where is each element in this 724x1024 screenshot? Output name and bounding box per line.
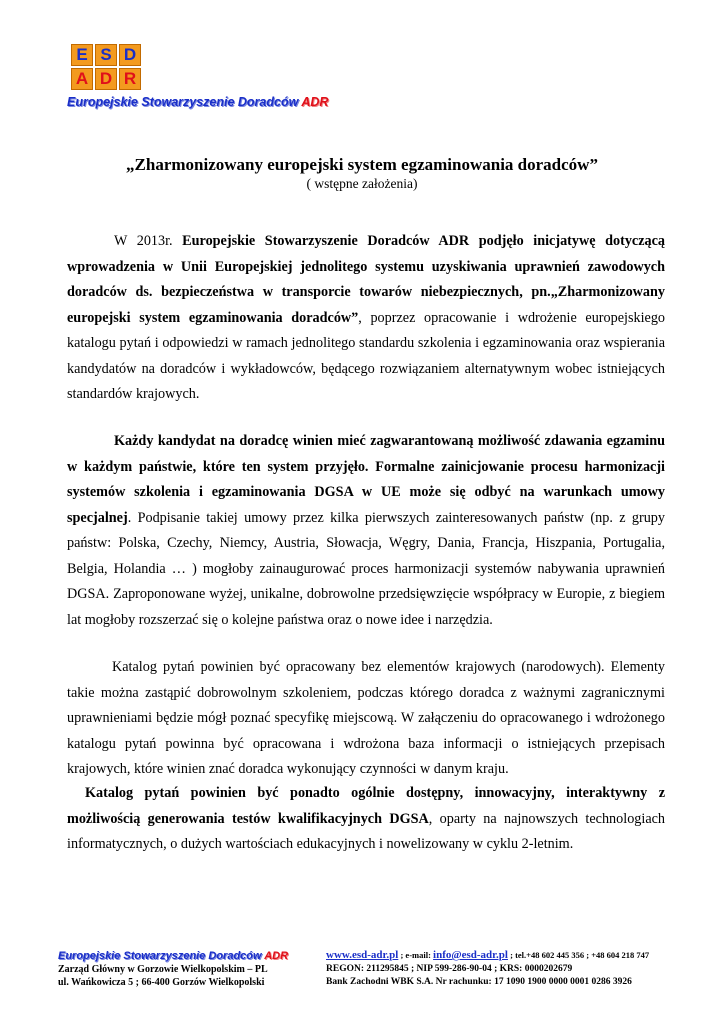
footer-bank-line: Bank Zachodni WBK S.A. Nr rachunku: 17 1090 1900 0000 0001 0286 3926: [326, 977, 632, 987]
paragraph-2: [67, 429, 665, 633]
esd-adr-logo: [70, 43, 142, 89]
p2-rest: . Podpisanie takiej umowy przez kilka pierwszych zainteresowanych państw (np. z grupy państw: Polska, Czechy, Niemcy, Austria, Słowacja, Węgry, Dania, Francja, Hiszpania, Portugalia, Belgia, Holandia … ) mogłoby zainaugurować proces harmonizacji systemów nabywania uprawnień DGSA. Zaproponowane wyżej, unikalne, dobrowolne przedsięwzięcie współpracy w Europie, z biegiem lat mogłoby rozszerzać się o kolejne państwa oraz o nowe idee i narzędzia.: [67, 509, 665, 628]
header-org-suffix: ADR: [301, 95, 329, 109]
logo-letter: D: [119, 44, 141, 66]
document-title: „Zharmonizowany europejski system egzaminowania doradców”: [126, 155, 598, 174]
email-label: ; e-mail:: [398, 950, 434, 960]
footer-org-text: Europejskie Stowarzyszenie Doradców: [58, 950, 262, 962]
paragraph-1: [67, 229, 665, 408]
logo-letter: S: [95, 44, 117, 66]
footer-address-block: [58, 950, 288, 989]
paragraph-4: [67, 781, 665, 858]
footer-org-suffix: ADR: [264, 950, 289, 962]
logo-row-adr: [70, 67, 142, 91]
footer-registry-line: REGON: 211295845 ; NIP 599-286-90-04 ; KRS: 0000202679: [326, 964, 573, 974]
p1-intro: W 2013r.: [114, 233, 183, 249]
logo-letter: R: [119, 68, 141, 90]
logo-row-esd: [70, 43, 142, 67]
website-link[interactable]: www.esd-adr.pl: [326, 949, 399, 961]
p4-bold: Katalog pytań powinien być ponadto ogólnie dostępny, innowacyjny, interaktywny z możliwością generowania testów kwalifikacyjnych DGSA: [67, 785, 665, 827]
logo-letter: A: [71, 68, 93, 90]
footer-org-name: [58, 950, 288, 963]
p1-rest: , poprzez opracowanie i wdrożenie europejskiego katalogu pytań i odpowiedzi w ramach jednolitego standardu szkolenia i egzaminowania oraz wspierania kandydatów na doradców i wykładowców, będącego rozwiązaniem alternatywnym wobec istniejących standardów krajowych.: [67, 309, 666, 402]
email-link[interactable]: info@esd-adr.pl: [433, 949, 508, 961]
header-org-name: [67, 95, 328, 109]
p2-bold: Każdy kandydat na doradcę winien mieć zagwarantowaną możliwość zdawania egzaminu w każdym państwie, które ten system przyjęło. Formalne zainicjowanie procesu harmonizacji systemów szkolenia i egzaminowania DGSA w UE może się odbyć na warunkach umowy specjalnej: [67, 433, 665, 526]
p1-bold: Europejskie Stowarzyszenie Doradców ADR podjęło inicjatywę dotyczącą wprowadzenia w Unii Europejskiej jednolitego systemu uzyskiwania uprawnień zawodowych doradców ds. bezpieczeństwa w transporcie towarów niebezpiecznych, pn.„Zharmonizowany europejski system egzaminowania doradców”: [67, 233, 665, 326]
footer-contact-block: [326, 949, 649, 989]
logo-letter: D: [95, 68, 117, 90]
footer-address-line-2: ul. Wańkowicza 5 ; 66-400 Gorzów Wielkopolski: [58, 977, 265, 988]
footer-contact-line: [326, 949, 649, 963]
p3-text: Katalog pytań powinien być opracowany bez elementów krajowych (narodowych). Elementy takie można zastąpić dobrowolnym szkoleniem, podczas którego doradca z ważnymi zagranicznymi uprawnieniami będzie mógł poznać specyfikę miejscową. W załączeniu do opracowanego i wdrożonego katalogu pytań powinna być opracowana i wdrożona baza informacji o istniejących przepisach krajowych, które winien znać doradca wykonujący czynności w danym kraju.: [67, 659, 665, 777]
document-subtitle: ( wstępne założenia): [306, 176, 418, 191]
header-org-text: Europejskie Stowarzyszenie Doradców: [67, 95, 299, 109]
p4-rest: , oparty na najnowszych technologiach informatycznych, o dużych wartościach edukacyjnych i nowelizowany w cyklu 2-letnim.: [67, 810, 666, 852]
phone-numbers: ; tel.+48 602 445 356 ; +48 604 218 747: [507, 950, 650, 960]
logo-letter: E: [71, 44, 93, 66]
paragraph-3: [67, 655, 665, 783]
footer-address-line-1: Zarząd Główny w Gorzowie Wielkopolskim – PL: [58, 964, 268, 975]
